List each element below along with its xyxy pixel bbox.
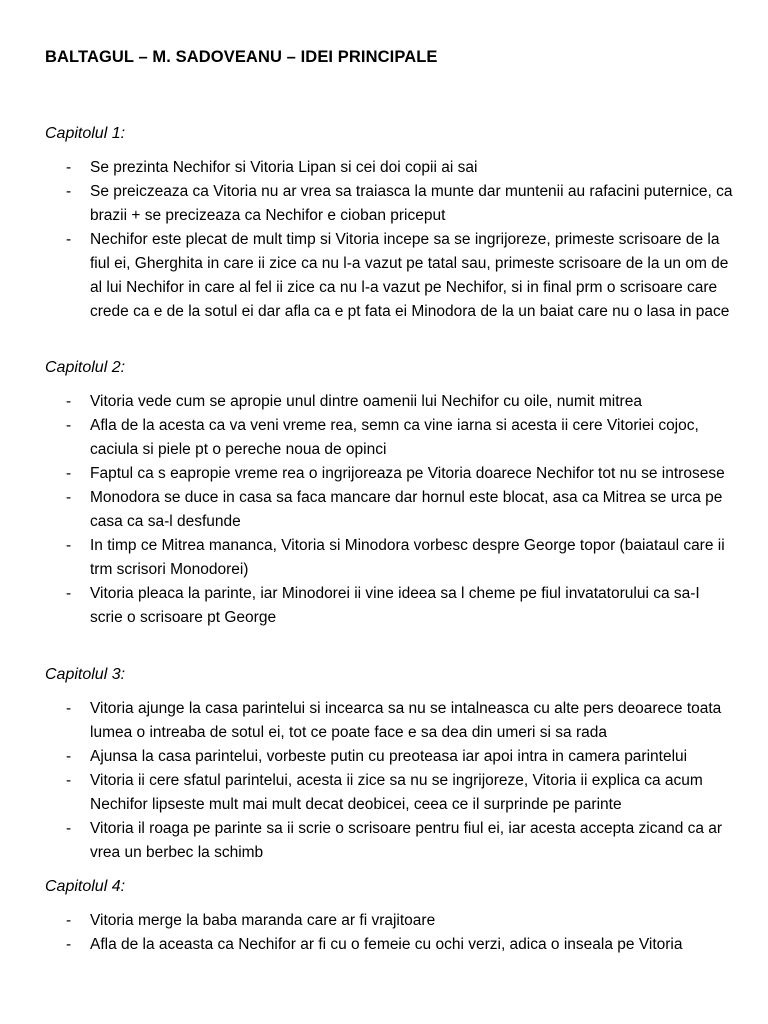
list-item	[45, 180, 735, 228]
bullet-dash: -	[66, 585, 72, 602]
bullet-dash: -	[66, 912, 72, 929]
list-item	[45, 534, 735, 582]
bullet-dash: -	[66, 700, 72, 717]
chapter-item-list	[45, 697, 735, 865]
list-item	[45, 156, 735, 180]
list-item-text: Nechifor este plecat de mult timp si Vitoria incepe sa se ingrijoreze, primeste scrisoare de la fiul ei, Gherghita in care ii zice ca nu l-a vazut pe tatal sau, primeste scrisoare de la un om de al lui Nechifor in care al fel ii zice ca nu l-a vazut pe Nechifor, si in final prm o scrisoare care crede ca e de la sotul ei dar afla ca e pt fata ei Minodora de la un baiat care nu o lasa in pace	[90, 231, 730, 320]
list-item	[45, 909, 735, 933]
list-item	[45, 697, 735, 745]
list-item	[45, 769, 735, 817]
list-item-text: Vitoria ii cere sfatul parintelui, acesta ii zice sa nu se ingrijoreze, Vitoria ii explica ca acum Nechifor lipseste mult mai mult decat deobicei, ceea ce il surprinde pe parinte	[90, 772, 703, 813]
list-item-text: Vitoria ajunge la casa parintelui si incearca sa nu se intalneasca cu alte pers deoarece toata lumea o intreaba de sotul ei, tot ce poate face e sa dea din umeri si sa rada	[90, 700, 722, 741]
list-item-text: Afla de la acesta ca va veni vreme rea, semn ca vine iarna si acesta ii cere Vitoriei cojoc, caciula si piele pt o pereche noua de opinci	[90, 417, 699, 458]
bullet-dash: -	[66, 748, 72, 765]
list-item	[45, 486, 735, 534]
document-title: BALTAGUL – M. SADOVEANU – IDEI PRINCIPALE	[45, 48, 438, 66]
list-item	[45, 745, 735, 769]
list-item-text: Vitoria vede cum se apropie unul dintre oamenii lui Nechifor cu oile, numit mitrea	[90, 393, 642, 410]
list-item	[45, 817, 735, 865]
list-item-text: Se preiczeaza ca Vitoria nu ar vrea sa traiasca la munte dar muntenii au rafacini puternice, ca brazii + se precizeaza ca Nechifor e cioban priceput	[90, 183, 733, 224]
bullet-dash: -	[66, 183, 72, 200]
bullet-dash: -	[66, 772, 72, 789]
bullet-dash: -	[66, 465, 72, 482]
list-item-text: Vitoria pleaca la parinte, iar Minodorei ii vine ideea sa l cheme pe fiul invatatorului ca sa-I scrie o scrisoare pt George	[90, 585, 700, 626]
bullet-dash: -	[66, 231, 72, 248]
chapter-heading: Capitolul 2:	[45, 359, 126, 376]
chapter-item-list	[45, 156, 735, 324]
list-item-text: In timp ce Mitrea mananca, Vitoria si Minodora vorbesc despre George topor (baiataul care ii trm scrisori Monodorei)	[90, 537, 725, 578]
list-item-text: Vitoria merge la baba maranda care ar fi vrajitoare	[90, 912, 436, 929]
list-item-text: Ajunsa la casa parintelui, vorbeste putin cu preoteasa iar apoi intra in camera parintelui	[90, 748, 688, 765]
chapter-section	[45, 356, 735, 630]
list-item	[45, 582, 735, 630]
chapter-heading: Capitolul 1:	[45, 125, 126, 142]
list-item-text: Vitoria il roaga pe parinte sa ii scrie o scrisoare pentru fiul ei, iar acesta accepta zicand ca ar vrea un berbec la schimb	[90, 820, 723, 861]
list-item-text: Se prezinta Nechifor si Vitoria Lipan si cei doi copii ai sai	[90, 159, 478, 176]
list-item-text: Afla de la aceasta ca Nechifor ar fi cu o femeie cu ochi verzi, adica o inseala pe Vitoria	[90, 936, 683, 953]
list-item-text: Faptul ca s eapropie vreme rea o ingrijoreaza pe Vitoria doarece Nechifor tot nu se introsese	[90, 465, 725, 482]
list-item	[45, 933, 735, 957]
bullet-dash: -	[66, 489, 72, 506]
chapter-item-list	[45, 390, 735, 630]
chapter-section	[45, 875, 735, 957]
list-item	[45, 414, 735, 462]
bullet-dash: -	[66, 417, 72, 434]
chapter-section	[45, 122, 735, 324]
list-item-text: Monodora se duce in casa sa faca mancare dar hornul este blocat, asa ca Mitrea se urca pe casa ca sa-l desfunde	[90, 489, 723, 530]
bullet-dash: -	[66, 537, 72, 554]
list-item	[45, 390, 735, 414]
list-item	[45, 462, 735, 486]
bullet-dash: -	[66, 159, 72, 176]
bullet-dash: -	[66, 936, 72, 953]
list-item	[45, 228, 735, 324]
bullet-dash: -	[66, 820, 72, 837]
bullet-dash: -	[66, 393, 72, 410]
chapter-heading: Capitolul 4:	[45, 878, 126, 895]
chapter-section	[45, 663, 735, 865]
chapter-item-list	[45, 909, 735, 957]
chapter-heading: Capitolul 3:	[45, 666, 126, 683]
